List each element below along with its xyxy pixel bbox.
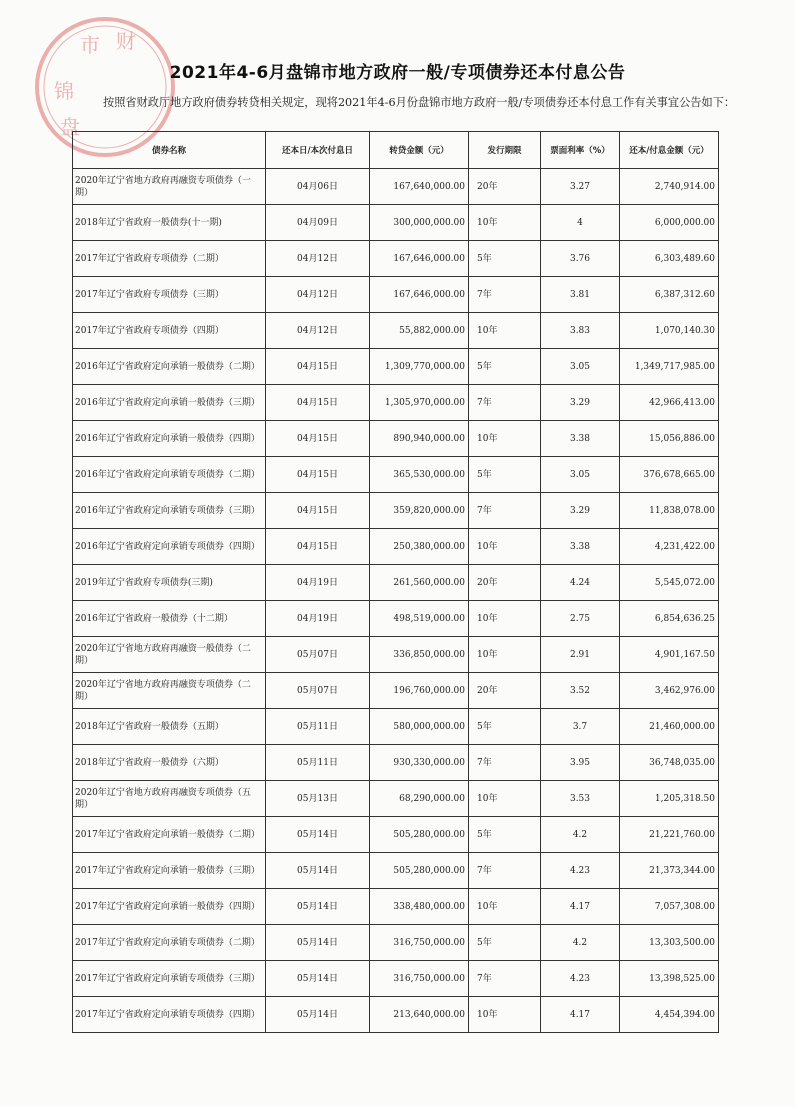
- payment-date-cell: 04月15日: [266, 421, 370, 457]
- repayment-amount-cell: 6,303,489.60: [620, 241, 719, 277]
- bond-name-cell: 2020年辽宁省地方政府再融资一般债券（二期）: [73, 637, 266, 673]
- transfer-amount-cell: 250,380,000.00: [370, 529, 469, 565]
- transfer-amount-cell: 55,882,000.00: [370, 313, 469, 349]
- coupon-rate-cell: 3.81: [541, 277, 620, 313]
- payment-date-cell: 04月15日: [266, 349, 370, 385]
- term-cell: 7年: [469, 745, 541, 781]
- bond-name-cell: 2017年辽宁省政府专项债券（四期）: [73, 313, 266, 349]
- table-row: [73, 529, 719, 565]
- svg-text:锦: 锦: [54, 79, 74, 103]
- repayment-amount-cell: 1,070,140.30: [620, 313, 719, 349]
- table-row: [73, 205, 719, 241]
- repayment-amount-cell: 3,462,976.00: [620, 673, 719, 709]
- repayment-amount-cell: 21,221,760.00: [620, 817, 719, 853]
- repayment-amount-cell: 1,205,318.50: [620, 781, 719, 817]
- transfer-amount-cell: 365,530,000.00: [370, 457, 469, 493]
- repayment-amount-cell: 7,057,308.00: [620, 889, 719, 925]
- coupon-rate-cell: 3.83: [541, 313, 620, 349]
- payment-date-cell: 04月15日: [266, 493, 370, 529]
- bond-name-cell: 2016年辽宁省政府定向承销一般债券（三期）: [73, 385, 266, 421]
- term-cell: 20年: [469, 673, 541, 709]
- payment-date-cell: 04月15日: [266, 529, 370, 565]
- repayment-amount-cell: 4,901,167.50: [620, 637, 719, 673]
- payment-date-cell: 04月12日: [266, 277, 370, 313]
- table-body: [73, 169, 719, 1033]
- repayment-amount-cell: 15,056,886.00: [620, 421, 719, 457]
- transfer-amount-cell: 338,480,000.00: [370, 889, 469, 925]
- term-cell: 5年: [469, 709, 541, 745]
- term-cell: 7年: [469, 853, 541, 889]
- svg-text:市: 市: [80, 33, 100, 57]
- table-row: [73, 781, 719, 817]
- transfer-amount-cell: 167,646,000.00: [370, 277, 469, 313]
- bond-name-cell: 2017年辽宁省政府专项债券（三期）: [73, 277, 266, 313]
- term-cell: 7年: [469, 277, 541, 313]
- bond-name-cell: 2019年辽宁省政府专项债券(三期): [73, 565, 266, 601]
- repayment-amount-cell: 5,545,072.00: [620, 565, 719, 601]
- payment-date-cell: 05月14日: [266, 853, 370, 889]
- svg-text:财: 财: [116, 29, 136, 53]
- coupon-rate-cell: 4.17: [541, 889, 620, 925]
- repayment-amount-cell: 6,000,000.00: [620, 205, 719, 241]
- page-title: 2021年4-6月盘锦市地方政府一般/专项债券还本付息公告: [169, 63, 626, 83]
- coupon-rate-cell: 3.52: [541, 673, 620, 709]
- payment-date-cell: 05月14日: [266, 961, 370, 997]
- table-row: [73, 889, 719, 925]
- payment-date-cell: 05月07日: [266, 673, 370, 709]
- table-row: [73, 565, 719, 601]
- table-row: [73, 349, 719, 385]
- transfer-amount-cell: 890,940,000.00: [370, 421, 469, 457]
- table-row: [73, 169, 719, 205]
- coupon-rate-cell: 4.23: [541, 853, 620, 889]
- term-cell: 10年: [469, 997, 541, 1033]
- repayment-amount-cell: 11,838,078.00: [620, 493, 719, 529]
- table-row: [73, 745, 719, 781]
- coupon-rate-cell: 4: [541, 205, 620, 241]
- bond-name-cell: 2017年辽宁省政府定向承销一般债券（三期）: [73, 853, 266, 889]
- repayment-amount-cell: 42,966,413.00: [620, 385, 719, 421]
- term-cell: 10年: [469, 601, 541, 637]
- term-cell: 10年: [469, 637, 541, 673]
- header-transfer-amount: 转贷金额（元）: [370, 132, 469, 169]
- term-cell: 20年: [469, 565, 541, 601]
- bond-name-cell: 2016年辽宁省政府定向承销一般债券（二期）: [73, 349, 266, 385]
- repayment-amount-cell: 2,740,914.00: [620, 169, 719, 205]
- table-row: [73, 241, 719, 277]
- term-cell: 10年: [469, 529, 541, 565]
- repayment-amount-cell: 21,373,344.00: [620, 853, 719, 889]
- bond-name-cell: 2020年辽宁省地方政府再融资专项债券（二期）: [73, 673, 266, 709]
- payment-date-cell: 04月12日: [266, 313, 370, 349]
- bond-name-cell: 2017年辽宁省政府专项债券（二期）: [73, 241, 266, 277]
- table-row: [73, 313, 719, 349]
- transfer-amount-cell: 196,760,000.00: [370, 673, 469, 709]
- transfer-amount-cell: 68,290,000.00: [370, 781, 469, 817]
- bond-name-cell: 2020年辽宁省地方政府再融资专项债券（一期）: [73, 169, 266, 205]
- transfer-amount-cell: 580,000,000.00: [370, 709, 469, 745]
- bond-name-cell: 2017年辽宁省政府定向承销专项债券（四期）: [73, 997, 266, 1033]
- bond-name-cell: 2016年辽宁省政府定向承销一般债券（四期）: [73, 421, 266, 457]
- term-cell: 10年: [469, 889, 541, 925]
- table-row: [73, 709, 719, 745]
- transfer-amount-cell: 336,850,000.00: [370, 637, 469, 673]
- table-row: [73, 601, 719, 637]
- coupon-rate-cell: 3.27: [541, 169, 620, 205]
- coupon-rate-cell: 4.24: [541, 565, 620, 601]
- payment-date-cell: 05月14日: [266, 889, 370, 925]
- transfer-amount-cell: 316,750,000.00: [370, 961, 469, 997]
- repayment-amount-cell: 1,349,717,985.00: [620, 349, 719, 385]
- bond-name-cell: 2018年辽宁省政府一般债券（五期）: [73, 709, 266, 745]
- bond-name-cell: 2016年辽宁省政府一般债券（十二期）: [73, 601, 266, 637]
- transfer-amount-cell: 498,519,000.00: [370, 601, 469, 637]
- bond-name-cell: 2017年辽宁省政府定向承销一般债券（二期）: [73, 817, 266, 853]
- transfer-amount-cell: 1,309,770,000.00: [370, 349, 469, 385]
- table-row: [73, 961, 719, 997]
- coupon-rate-cell: 3.76: [541, 241, 620, 277]
- coupon-rate-cell: 3.05: [541, 349, 620, 385]
- header-term: 发行期限: [469, 132, 541, 169]
- table-row: [73, 385, 719, 421]
- payment-date-cell: 04月19日: [266, 565, 370, 601]
- repayment-amount-cell: 13,398,525.00: [620, 961, 719, 997]
- table-row: [73, 817, 719, 853]
- header-payment-date: 还本日/本次付息日: [266, 132, 370, 169]
- table-row: [73, 421, 719, 457]
- bond-name-cell: 2016年辽宁省政府定向承销专项债券（四期）: [73, 529, 266, 565]
- payment-date-cell: 05月07日: [266, 637, 370, 673]
- table-row: [73, 493, 719, 529]
- term-cell: 10年: [469, 781, 541, 817]
- bond-name-cell: 2017年辽宁省政府定向承销专项债券（二期）: [73, 925, 266, 961]
- payment-date-cell: 05月11日: [266, 745, 370, 781]
- coupon-rate-cell: 4.17: [541, 997, 620, 1033]
- table-header-row: [73, 132, 719, 169]
- coupon-rate-cell: 4.2: [541, 817, 620, 853]
- table-row: [73, 277, 719, 313]
- payment-date-cell: 04月12日: [266, 241, 370, 277]
- term-cell: 5年: [469, 349, 541, 385]
- bond-name-cell: 2016年辽宁省政府定向承销专项债券（三期）: [73, 493, 266, 529]
- term-cell: 5年: [469, 457, 541, 493]
- payment-date-cell: 05月14日: [266, 817, 370, 853]
- term-cell: 7年: [469, 961, 541, 997]
- coupon-rate-cell: 3.7: [541, 709, 620, 745]
- coupon-rate-cell: 3.29: [541, 493, 620, 529]
- header-bond-name: 债券名称: [73, 132, 266, 169]
- transfer-amount-cell: 213,640,000.00: [370, 997, 469, 1033]
- payment-date-cell: 05月14日: [266, 997, 370, 1033]
- payment-date-cell: 04月15日: [266, 457, 370, 493]
- transfer-amount-cell: 930,330,000.00: [370, 745, 469, 781]
- repayment-amount-cell: 4,454,394.00: [620, 997, 719, 1033]
- table-row: [73, 997, 719, 1033]
- term-cell: 7年: [469, 385, 541, 421]
- coupon-rate-cell: 2.75: [541, 601, 620, 637]
- coupon-rate-cell: 3.29: [541, 385, 620, 421]
- term-cell: 5年: [469, 817, 541, 853]
- payment-date-cell: 04月19日: [266, 601, 370, 637]
- bond-name-cell: 2017年辽宁省政府定向承销一般债券（四期）: [73, 889, 266, 925]
- svg-text:盘: 盘: [60, 115, 80, 139]
- bond-name-cell: 2017年辽宁省政府定向承销专项债券（三期）: [73, 961, 266, 997]
- coupon-rate-cell: 4.2: [541, 925, 620, 961]
- table-row: [73, 637, 719, 673]
- transfer-amount-cell: 316,750,000.00: [370, 925, 469, 961]
- term-cell: 10年: [469, 421, 541, 457]
- payment-date-cell: 04月09日: [266, 205, 370, 241]
- transfer-amount-cell: 261,560,000.00: [370, 565, 469, 601]
- transfer-amount-cell: 167,646,000.00: [370, 241, 469, 277]
- table-row: [73, 457, 719, 493]
- bond-name-cell: 2018年辽宁省政府一般债券(十一期): [73, 205, 266, 241]
- bond-name-cell: 2018年辽宁省政府一般债券（六期）: [73, 745, 266, 781]
- coupon-rate-cell: 3.38: [541, 529, 620, 565]
- transfer-amount-cell: 1,305,970,000.00: [370, 385, 469, 421]
- transfer-amount-cell: 300,000,000.00: [370, 205, 469, 241]
- term-cell: 10年: [469, 205, 541, 241]
- table-row: [73, 853, 719, 889]
- coupon-rate-cell: 3.53: [541, 781, 620, 817]
- transfer-amount-cell: 167,640,000.00: [370, 169, 469, 205]
- transfer-amount-cell: 505,280,000.00: [370, 817, 469, 853]
- payment-date-cell: 04月15日: [266, 385, 370, 421]
- repayment-amount-cell: 36,748,035.00: [620, 745, 719, 781]
- bond-name-cell: 2020年辽宁省地方政府再融资专项债券（五期）: [73, 781, 266, 817]
- term-cell: 7年: [469, 493, 541, 529]
- header-repayment-amount: 还本/付息金额（元）: [620, 132, 719, 169]
- coupon-rate-cell: 3.38: [541, 421, 620, 457]
- coupon-rate-cell: 3.95: [541, 745, 620, 781]
- repayment-amount-cell: 6,387,312.60: [620, 277, 719, 313]
- transfer-amount-cell: 359,820,000.00: [370, 493, 469, 529]
- transfer-amount-cell: 505,280,000.00: [370, 853, 469, 889]
- repayment-amount-cell: 21,460,000.00: [620, 709, 719, 745]
- payment-date-cell: 05月14日: [266, 925, 370, 961]
- bond-name-cell: 2016年辽宁省政府定向承销专项债券（二期）: [73, 457, 266, 493]
- term-cell: 5年: [469, 241, 541, 277]
- header-coupon-rate: 票面利率（%）: [541, 132, 620, 169]
- term-cell: 10年: [469, 313, 541, 349]
- term-cell: 5年: [469, 925, 541, 961]
- repayment-amount-cell: 6,854,636.25: [620, 601, 719, 637]
- table-row: [73, 925, 719, 961]
- repayment-amount-cell: 13,303,500.00: [620, 925, 719, 961]
- repayment-amount-cell: 4,231,422.00: [620, 529, 719, 565]
- coupon-rate-cell: 2.91: [541, 637, 620, 673]
- bond-repayment-table: [72, 131, 719, 1033]
- payment-date-cell: 05月11日: [266, 709, 370, 745]
- intro-paragraph: 按照省财政厅地方政府债券转贷相关规定，现将2021年4-6月份盘锦市地方政府一般/专项债券还本付息工作有关事宜公告如下：: [103, 96, 736, 109]
- table-row: [73, 673, 719, 709]
- repayment-amount-cell: 376,678,665.00: [620, 457, 719, 493]
- term-cell: 20年: [469, 169, 541, 205]
- payment-date-cell: 04月06日: [266, 169, 370, 205]
- payment-date-cell: 05月13日: [266, 781, 370, 817]
- coupon-rate-cell: 3.05: [541, 457, 620, 493]
- coupon-rate-cell: 4.23: [541, 961, 620, 997]
